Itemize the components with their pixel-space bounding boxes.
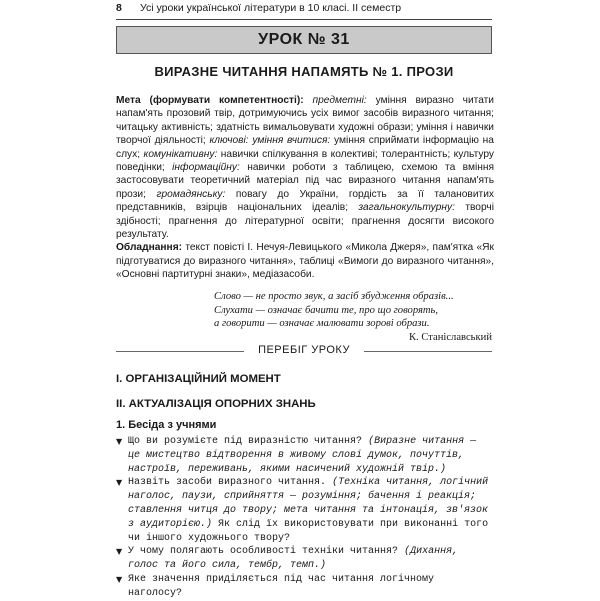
question-text: Яке значення приділяється під час читання логічному наголосу? — [128, 573, 435, 599]
stage-1-heading: I. ОРГАНІЗАЦІЙНИЙ МОМЕНТ — [116, 373, 281, 385]
triangle-bullet-icon: ▼ — [116, 437, 123, 446]
info-text: навички роботи з таблицею, схемою та вміння застосовувати теоретичний матеріал під час виразного читання напам'ять прози; — [116, 162, 494, 200]
list-item — [116, 476, 494, 545]
section-title: ПЕРЕБІГ УРОКУ — [258, 344, 350, 356]
subject-text: уміння виразно читати напам'ять прозовий твір, дотримуючись усіх вимог засобів виразного читання; читацьку активність; здатність вимальовувати художні образи; уміння і навички творчої діяльності; — [116, 95, 494, 147]
page-number: 8 — [116, 2, 122, 14]
goal-paragraph — [116, 94, 494, 241]
learn-text: уміння сприймати інформацію на слух; — [116, 135, 494, 160]
answer-text: (Дихання, голос та його сила, тембр, темп.) — [128, 546, 459, 572]
question-text: У чому полягають особливості техніки читання? — [128, 546, 399, 558]
list-item — [116, 435, 494, 476]
question-text: Що ви розумієте під виразністю читання? — [128, 436, 363, 447]
running-title: Усі уроки української літератури в 10 класі. ІІ семестр — [140, 2, 402, 14]
info-label: інформаційну: — [172, 162, 240, 174]
triangle-bullet-icon: ▼ — [116, 478, 123, 488]
comm-text: навички спілкування в колективі; толерантність; культуру поведінки; — [116, 148, 494, 174]
civic-text: повагу до України, гордість за її талановитих представників, взірців національних ідеалів; — [116, 188, 494, 214]
question-list — [116, 435, 494, 601]
equipment-label: Обладнання: — [116, 242, 183, 254]
subject-label: предметні: — [312, 95, 367, 106]
answer-text: (Техніка читання, логічний наголос, паузи, сприйняття — розуміння; бачення і реакція; ставлення читця до твору; мета читання та інтонація, зв'язок з аудиторією.) — [128, 477, 489, 530]
lesson-meta — [116, 94, 494, 282]
page-header — [116, 2, 496, 18]
epigraph-line-1: Слово — не просто звук, а засіб збудження образів... — [214, 291, 454, 302]
triangle-bullet-icon: ▼ — [116, 547, 123, 557]
section-rule-right — [364, 351, 492, 352]
epigraph — [214, 290, 492, 344]
epigraph-author: К. Станіславський — [408, 331, 492, 343]
header-divider — [116, 19, 492, 20]
question-text: Назвіть засоби виразного читання. — [128, 477, 327, 489]
list-item — [116, 573, 494, 601]
lesson-title: ВИРАЗНЕ ЧИТАННЯ НАПАМЯТЬ № 1. ПРОЗИ — [154, 64, 454, 79]
learn-label: уміння вчитися: — [252, 135, 331, 147]
equipment-paragraph — [116, 241, 494, 281]
stage-2-heading: II. АКТУАЛІЗАЦІЯ ОПОРНИХ ЗНАНЬ — [116, 398, 316, 410]
list-item — [116, 545, 494, 573]
answer-text: (Виразне читання — це мистецтво відтворення в живому слові думок, почуттів, настроїв, переживань, якими насичений художній твір.) — [128, 436, 477, 475]
section-heading — [116, 344, 492, 358]
triangle-bullet-icon: ▼ — [116, 574, 123, 584]
cultural-label: загальнокультурну: — [358, 202, 455, 214]
epigraph-line-2: Слухати — означає бачити те, про що говорять, — [214, 304, 439, 316]
comm-label: комунікативну: — [143, 148, 218, 160]
subsection-heading: 1. Бесіда з учнями — [116, 419, 217, 431]
cultural-text: творчі здібності; прагнення до літературної освіти; прагнення досягти високого результату. — [116, 202, 494, 241]
goal-label: Мета (формувати компетентності): — [116, 95, 304, 106]
civic-label: громадянську: — [156, 188, 226, 200]
key-label: ключові: — [209, 135, 249, 147]
epigraph-line-3: а говорити — означає малювати зорові образи. — [214, 318, 430, 329]
question-tail: Як слід їх використовувати при виконанні того чи іншого художнього твору? — [128, 518, 489, 544]
lesson-number-banner: УРОК № 31 — [116, 26, 492, 54]
equipment-text: текст повісті І. Нечуя-Левицького «Микола Джеря», пам'ятка «Як підготуватися до виразного читання», таблиці «Вимоги до виразного читання», «Основні партитурні знаки», медіазасоби. — [116, 242, 494, 281]
